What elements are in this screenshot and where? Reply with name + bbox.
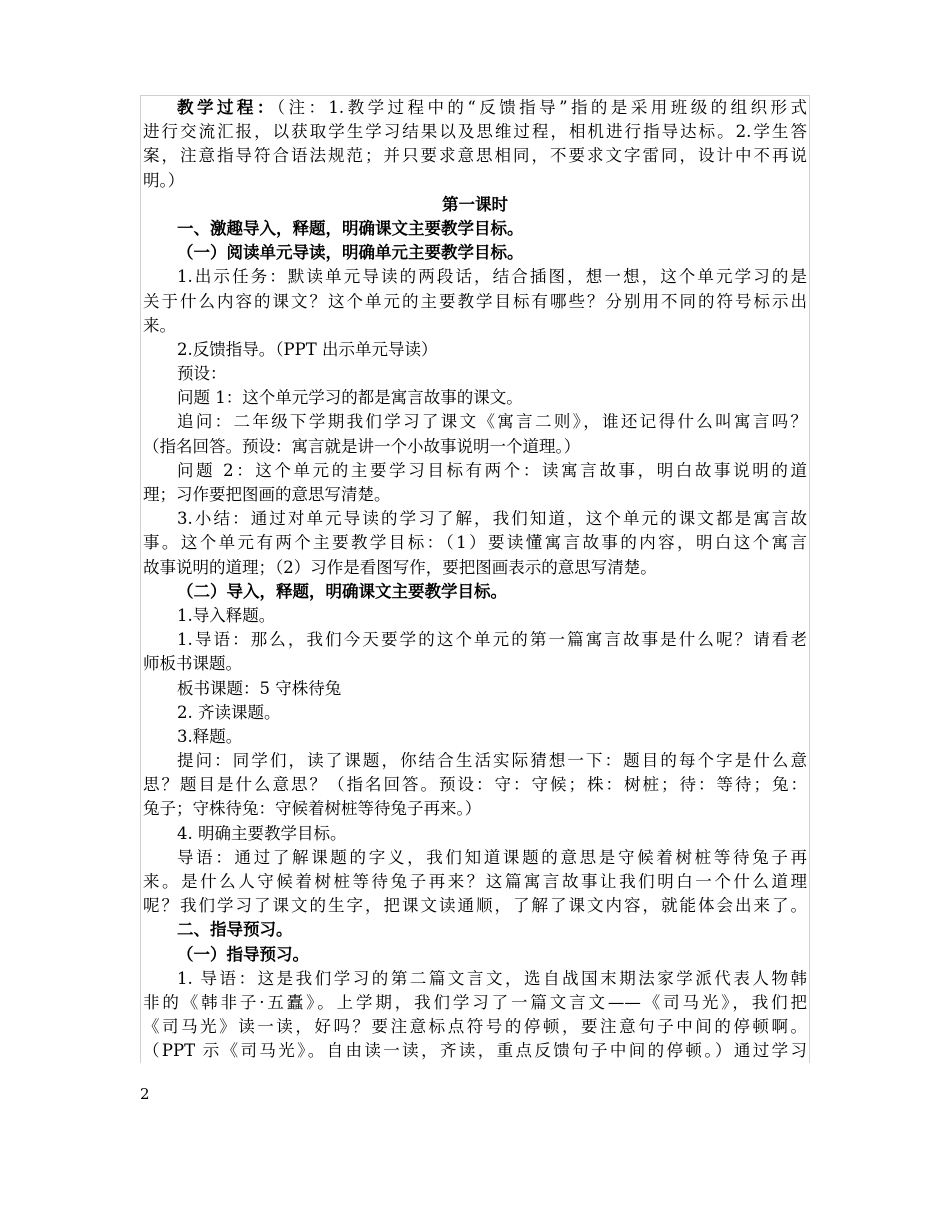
text-line: 师板书课题。 [143,654,242,674]
text-line: 3.小结：通过对单元导读的学习了解，我们知道，这个单元的课文都是寓言故 [177,509,807,529]
text-line: 呢？我们学习了课文的生字，把课文读通顺，了解了课文内容，就能体会出来了。 [143,896,807,916]
text-line: 3.释题。 [177,726,243,746]
text-line: 导语：通过了解课题的字义，我们知道课题的意思是守候着树桩等待兔子再 [177,847,807,867]
text-line: （PPT 示《司马光》。自由读一读，齐读，重点反馈句子中间的停顿。）通过学习 [143,1041,807,1061]
text-line: （一）阅读单元导读，明确单元主要教学目标。 [177,243,524,263]
text-line: 来。 [143,315,176,335]
text-line: 案，注意指导符合语法规范；并只要求意思相同，不要求文字雷同，设计中不再说 [143,146,807,166]
text-line: 理；习作要把图画的意思写清楚。 [143,485,391,504]
text-line [143,96,807,120]
text-line: （一）指导预习。 [177,944,309,964]
text-line: 一、激趣导入，释题，明确课文主要教学目标。 [177,218,524,238]
text-line: （指名回答。预设：寓言就是讲一个小故事说明一个道理。） [143,436,581,456]
document-body [140,95,810,1063]
text-line: 板书课题：5 守株待兔 [177,678,342,698]
text-line: 关于什么内容的课文？这个单元的主要教学目标有哪些？分别用不同的符号标示出 [143,291,807,311]
text-line: 问题 2：这个单元的主要学习目标有两个：读寓言故事，明白故事说明的道 [177,460,807,480]
text-line: 来。是什么人守候着树桩等待兔子再来？这篇寓言故事让我们明白一个什么道理 [143,872,807,891]
text-line: 故事说明的道理；（2）习作是看图写作，要把图画表示的意思写清楚。 [143,557,657,577]
page-number: 2 [140,1085,150,1103]
text-line: 非的《韩非子·五蠹》。上学期，我们学习了一篇文言文——《司马光》，我们把 [143,992,807,1012]
text-line: 《司马光》读一读，好吗？要注意标点符号的停顿，要注意句子中间的停顿啊。 [143,1017,807,1037]
text-line: 追问：二年级下学期我们学习了课文《寓言二则》，谁还记得什么叫寓言吗？ [177,412,807,432]
text-line: 第一课时 [442,194,508,214]
text-line: 思？题目是什么意思？（指名回答。预设：守：守候；株：树桩；待：等待；兔： [143,775,807,795]
line-rest: （注：1.教学过程中的“反馈指导”指的是采用班级的组织形式 [276,98,807,117]
text-line: 二、指导预习。 [177,920,293,940]
text-line: 1.出示任务：默读单元导读的两段话，结合插图，想一想，这个单元学习的是 [177,267,807,287]
text-line: 兔子；守株待兔：守候着树桩等待兔子再来。） [143,799,482,819]
text-line: 进行交流汇报，以获取学生学习结果以及思维过程，相机进行指导达标。2.学生答 [143,122,807,142]
text-line: 2.反馈指导。（PPT 出示单元导读） [177,339,438,359]
text-line: 4. 明确主要教学目标。 [177,823,347,843]
text-line: 1.导入释题。 [177,605,276,625]
bold-lead: 教学过程： [177,98,277,117]
text-line: （二）导入，释题，明确课文主要教学目标。 [177,581,507,601]
text-line: 问题 1：这个单元学习的都是寓言故事的课文。 [177,388,523,408]
text-line: 1. 导语：这是我们学习的第二篇文言文，选自战国末期法家学派代表人物韩 [177,968,807,988]
text-line: 提问：同学们，读了课题，你结合生活实际猜想一下：题目的每个字是什么意 [177,751,807,771]
text-line: 2. 齐读课题。 [177,702,281,722]
text-line: 1.导语：那么，我们今天要学的这个单元的第一篇寓言故事是什么呢？请看老 [177,630,807,650]
text-line: 明。） [143,170,185,190]
text-line: 事。这个单元有两个主要教学目标：（1）要读懂寓言故事的内容，明白这个寓言 [143,533,807,553]
text-line: 预设： [177,364,227,384]
